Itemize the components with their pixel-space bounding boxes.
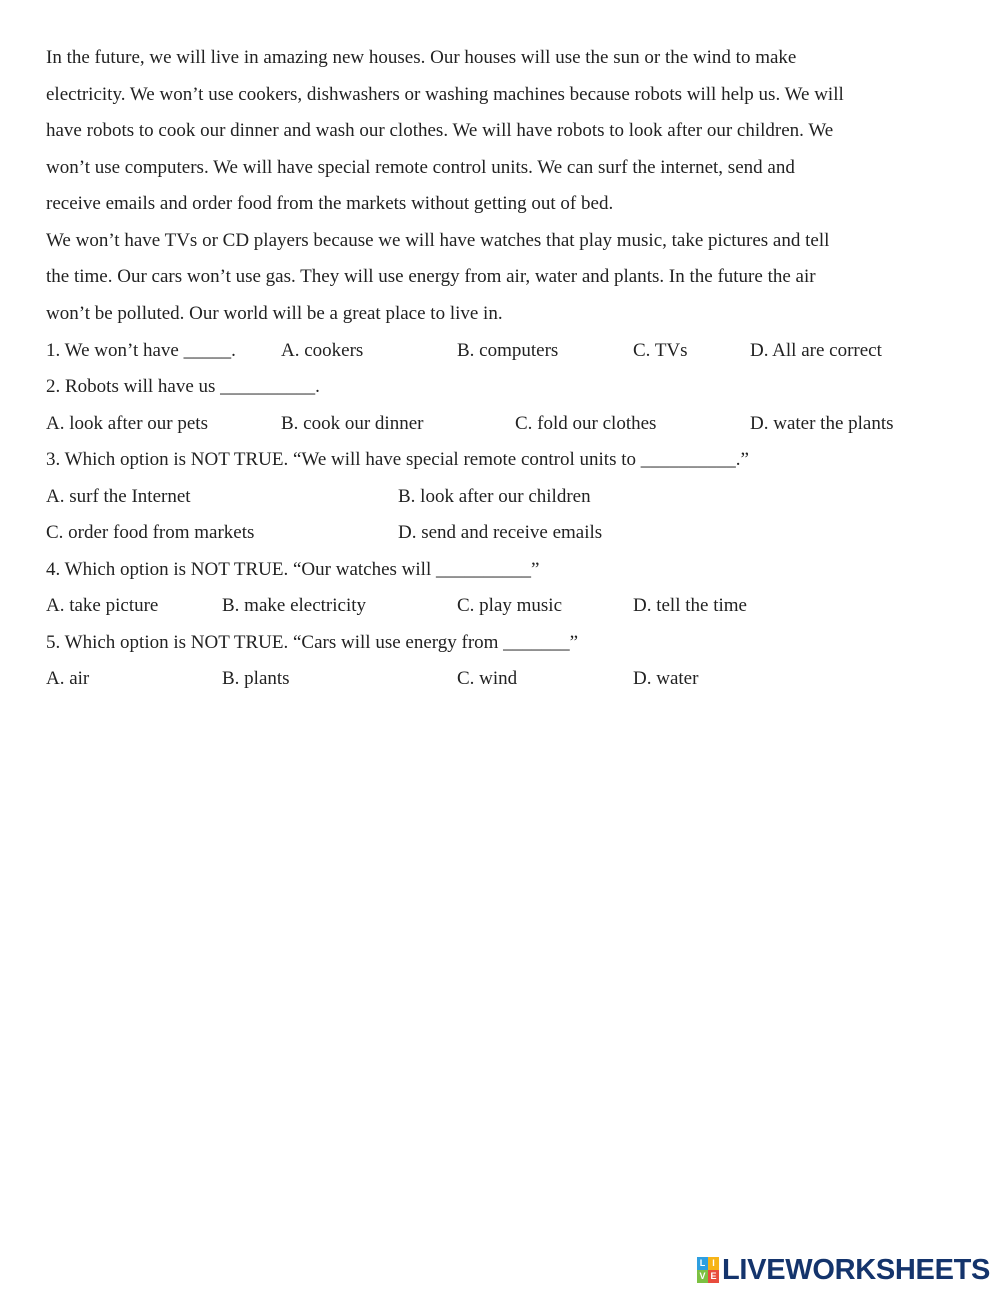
passage-line-5: receive emails and order food from the markets without getting out of bed. (46, 193, 614, 214)
question-5-stem: 5. Which option is NOT TRUE. “Cars will use energy from _______” (46, 632, 579, 653)
q1-option-b: B. computers (457, 340, 559, 361)
question-1-stem: 1. We won’t have _____. (46, 340, 236, 361)
passage-line-8: won’t be polluted. Our world will be a great place to live in. (46, 303, 503, 324)
q1-option-c: C. TVs (633, 340, 688, 361)
logo-tile-i: I (708, 1257, 719, 1270)
liveworksheets-brand (697, 1254, 990, 1286)
q1-option-d: D. All are correct (750, 340, 882, 361)
brand-wordmark: LIVEWORKSHEETS (722, 1253, 991, 1286)
passage-line-2: electricity. We won’t use cookers, dishwashers or washing machines because robots will help us. We will (46, 84, 844, 105)
passage-line-3: have robots to cook our dinner and wash our clothes. We will have robots to look after our children. We (46, 120, 834, 141)
q4-option-a: A. take picture (46, 595, 159, 616)
question-2-stem: 2. Robots will have us __________. (46, 376, 320, 397)
logo-tile-e: E (708, 1270, 719, 1283)
logo-tile-v: V (697, 1270, 708, 1283)
q2-option-b: B. cook our dinner (281, 413, 424, 434)
passage-line-6: We won’t have TVs or CD players because we will have watches that play music, take pictures and tell (46, 230, 830, 251)
q3-option-a: A. surf the Internet (46, 486, 191, 507)
q3-option-c: C. order food from markets (46, 522, 255, 543)
passage-line-1: In the future, we will live in amazing new houses. Our houses will use the sun or the wind to make (46, 47, 797, 68)
passage-line-4: won’t use computers. We will have special remote control units. We can surf the internet, send and (46, 157, 795, 178)
q3-option-b: B. look after our children (398, 486, 591, 507)
logo-tile-l: L (697, 1257, 708, 1270)
q4-option-c: C. play music (457, 595, 563, 616)
passage-line-7: the time. Our cars won’t use gas. They will use energy from air, water and plants. In the future the air (46, 266, 816, 287)
q4-option-b: B. make electricity (222, 595, 367, 616)
q2-option-a: A. look after our pets (46, 413, 208, 434)
q5-option-a: A. air (46, 668, 90, 689)
q2-option-d: D. water the plants (750, 413, 894, 434)
q5-option-c: C. wind (457, 668, 518, 689)
question-3-stem: 3. Which option is NOT TRUE. “We will have special remote control units to __________.” (46, 449, 749, 470)
liveworksheets-logo-icon (697, 1257, 719, 1283)
question-4-stem: 4. Which option is NOT TRUE. “Our watches will __________” (46, 559, 540, 580)
q1-option-a: A. cookers (281, 340, 364, 361)
q2-option-c: C. fold our clothes (515, 413, 657, 434)
q5-option-b: B. plants (222, 668, 290, 689)
q4-option-d: D. tell the time (633, 595, 747, 616)
q5-option-d: D. water (633, 668, 699, 689)
q3-option-d: D. send and receive emails (398, 522, 603, 543)
